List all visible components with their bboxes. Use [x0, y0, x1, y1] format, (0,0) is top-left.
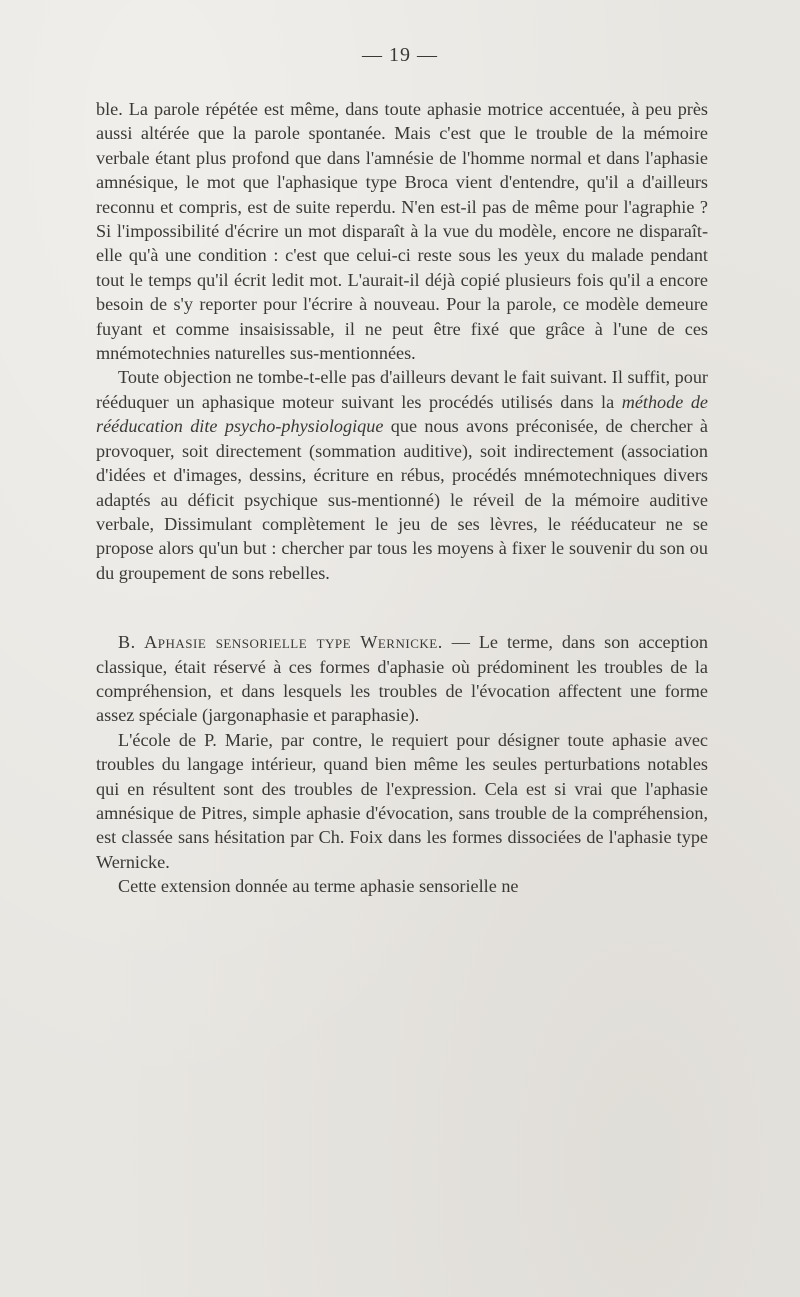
paragraph-marie-school: L'école de P. Marie, par contre, le requiert pour désigner toute aphasie avec troubles du langage intérieur, quand bien même les seules perturbations notables qui en résultent sont des troubles de l'expression. Cela est si vrai que l'aphasie amnésique de Pitres, simple aphasie d'évocation, sans trouble de la compréhension, est classée sans hésitation par Ch. Foix dans les formes dissociées de l'aphasie type Wernicke. — [96, 729, 708, 872]
body-text — [96, 97, 708, 899]
section-b-paragraph — [96, 630, 708, 728]
section-gap — [96, 585, 708, 630]
paragraph-objection-text-end: que nous avons préconisée, de chercher à provoquer, soit directement (sommation auditive), soit indirectement (association d'idées et d'images, dessins, écriture en rébus, procédés mnémotechniques divers adaptés au déficit psychique sus-mentionné) le réveil de la mémoire auditive verbale, Dissimulant complètement le jeu de ses lèvres, le rééducateur ne se propose alors qu'un but : chercher par tous les moyens à fixer le souvenir du son ou du groupement de sons rebelles. — [96, 416, 709, 583]
section-b-heading: B. Aphasie sensorielle type Wernicke. — [118, 632, 443, 653]
page-number: — 19 — — [362, 44, 438, 66]
paragraph-continuation: ble. La parole répétée est même, dans toute aphasie motrice accentuée, à peu près aussi altérée que la parole spontanée. Mais c'est que le trouble de la mémoire verbale étant plus profond que dans l'amnésie de l'homme normal et dans l'aphasie amnésique, le mot que l'aphasique type Broca vient d'entendre, qu'il a d'ailleurs reconnu et compris, est de suite reperdu. N'en est-il pas de même pour l'agraphie ? Si l'impossibilité d'écrire un mot disparaît à la vue du modèle, encore ne disparaît-elle qu'à une condition : c'est que celui-ci reste sous les yeux du malade pendant tout le temps qu'il écrit ledit mot. L'aurait-il déjà copié plusieurs fois qu'il a encore besoin de s'y reporter pour l'écrire à nouveau. Pour la parole, ce modèle demeure fuyant et comme insaisissable, il ne peut être fixé que grâce à l'une de ces mnémotechnies naturelles sus-mentionnées. — [96, 99, 708, 364]
method-title-italic: méthode de rééducation dite psycho-physiologique — [96, 391, 709, 437]
paragraph-extension: Cette extension donnée au terme aphasie sensorielle ne — [118, 876, 519, 897]
paragraph-objection — [96, 365, 708, 585]
section-b-text: — Le terme, dans son acception classique, était réservé à ces formes d'aphasie où prédominent les troubles de la compréhension, et dans lesquels les troubles de l'évocation affectent une forme assez spéciale (jargonaphasie et paraphasie). — [96, 632, 709, 726]
paragraph-objection-text-start: Toute objection ne tombe-t-elle pas d'ailleurs devant le fait suivant. Il suffit, pour rééduquer un aphasique moteur suivant les procédés utilisés dans la — [96, 367, 708, 412]
